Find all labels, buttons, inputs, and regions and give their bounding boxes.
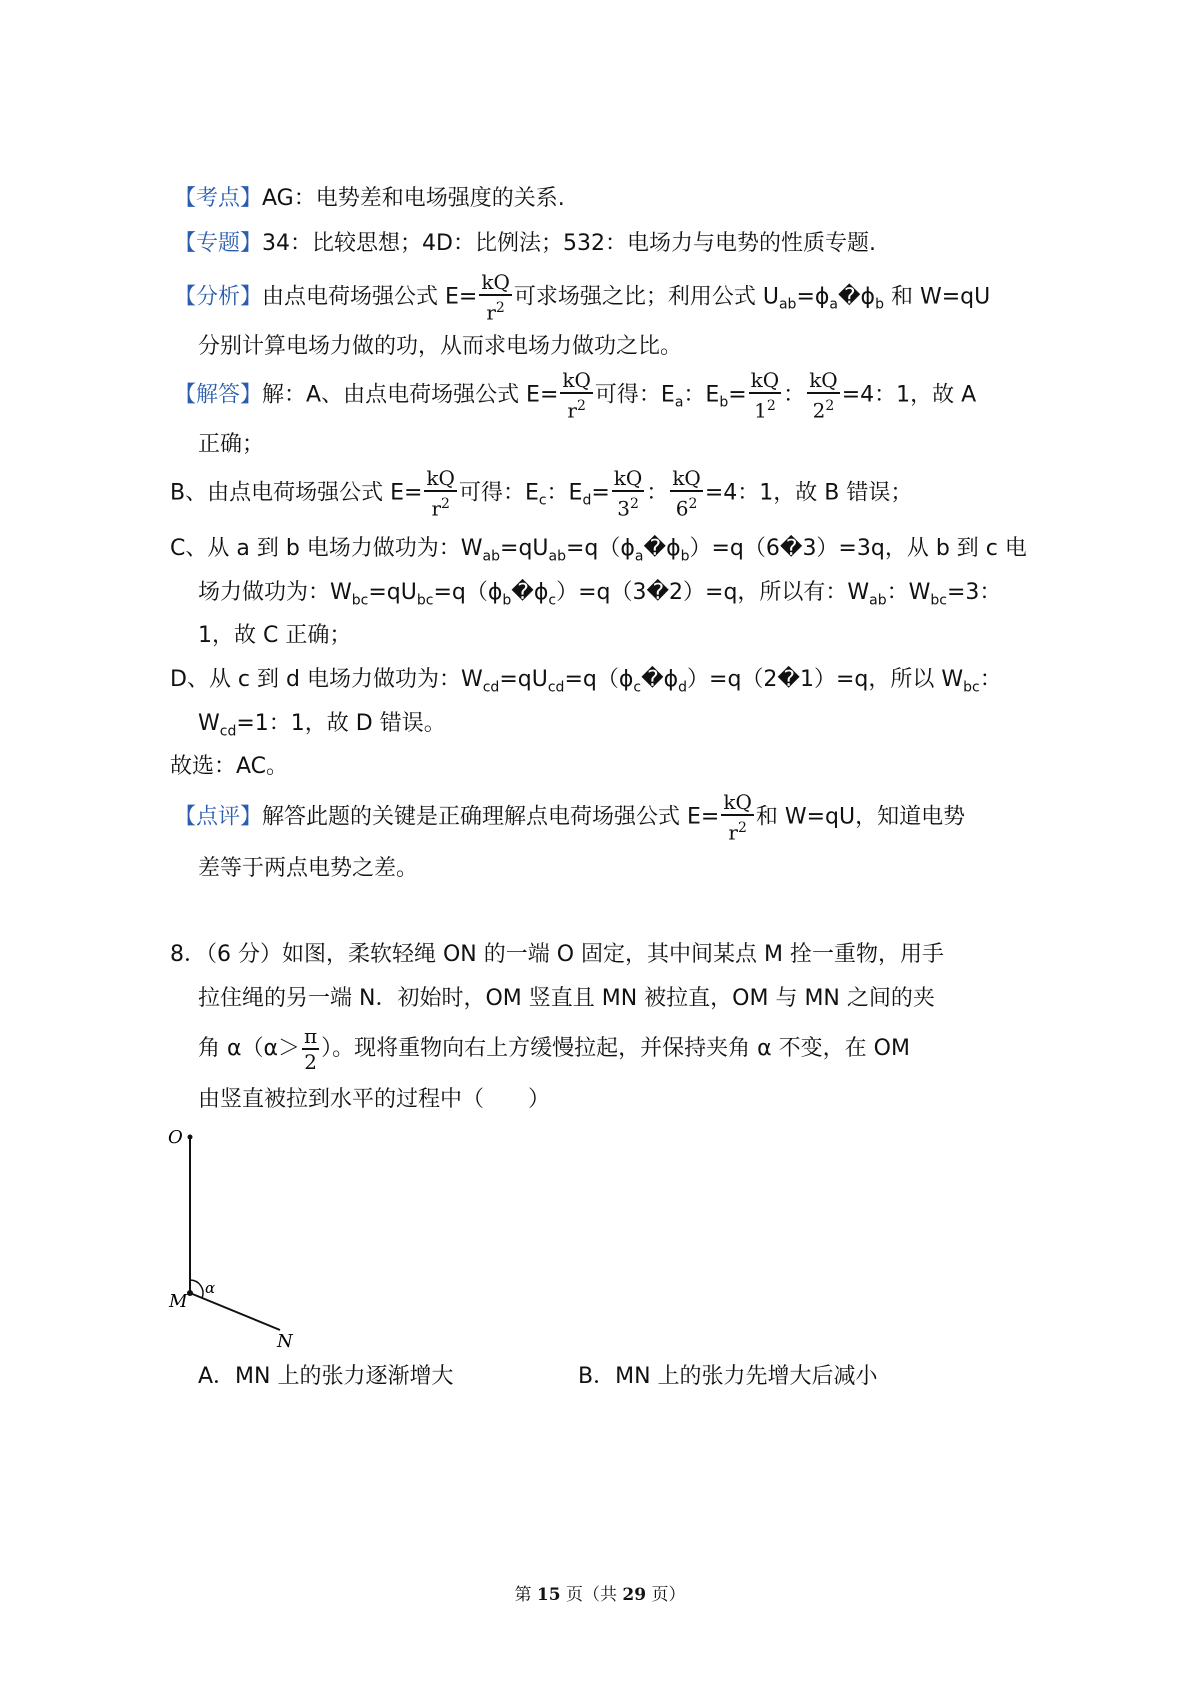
zhuanti-text: 34：比较思想；4D：比例法；532：电场力与电势的性质专题. <box>262 231 876 256</box>
rope-mn <box>190 1293 280 1330</box>
jieda-formula: $\frac{kQ}{r^2}$ <box>562 368 591 423</box>
page-footer: 第 15 页（共 29 页） <box>514 1585 686 1605</box>
option-b: B．MN 上的张力先增大后减小 <box>578 1364 878 1389</box>
frac-denominator: $r^2$ <box>486 300 505 325</box>
dianping-tag: 【点评】 <box>174 804 263 830</box>
dianping-line2: 差等于两点电势之差。 <box>198 856 419 881</box>
total-pages: 29 <box>622 1585 647 1605</box>
label-n: N <box>277 1331 293 1350</box>
fenxi-formula <box>479 270 512 325</box>
q8-line3: 角 α（α＞ $\frac{\pi}{2}$ ）。现将重物向右上方缓慢拉起，并保持夹角 α 不变，在 OM <box>198 1024 910 1074</box>
c-line1: C、从 a 到 b 电场力做功为：$W_{ab}=qU_{ab}=q(\phi_a�\phi_b)=q(6�3)=3q$，从 b 到 c 电 <box>170 536 1027 565</box>
point-m <box>187 1290 193 1296</box>
q8-line4: 由竖直被拉到水平的过程中（ ） <box>198 1087 551 1112</box>
kaodian-line <box>174 184 565 214</box>
q8-line1: 8．（6 分）如图，柔软轻绳 ON 的一端 O 固定，其中间某点 M 拴一重物，用手 <box>170 942 945 967</box>
c-line3: 1，故 C 正确； <box>198 623 352 648</box>
jieda-line: 【解答】解：A、由点电荷场强公式 E= $\frac{kQ}{r^2}$ 可得：$E_a$：$E_b=$ $\frac{kQ}{1^2}$ ： $\frac{kQ}{2^2}$ =4：1，故 A <box>174 368 977 423</box>
b-frac2: $\frac{kQ}{6^2}$ <box>672 466 701 521</box>
c-line2: 场力做功为：$W_{bc}=qU_{bc}=q(\phi_b�\phi_c)=q(3�2)=q$，所以有：$W_{ab}$：$W_{bc}=3$： <box>198 580 1002 609</box>
b-line: B、由点电荷场强公式 E= $\frac{kQ}{r^2}$ 可得：$E_c$：$E_d=$ $\frac{kQ}{3^2}$ ： $\frac{kQ}{6^2}$ =4：1，故 B 错误； <box>170 466 913 521</box>
kaodian-tag: 【考点】 <box>174 186 263 211</box>
label-o: O <box>168 1127 183 1148</box>
zhuanti-tag: 【专题】 <box>174 231 263 256</box>
guxuan-line: 故选：AC。 <box>170 754 289 779</box>
fenxi-mid: 可求场强之比；利用公式 U <box>513 284 779 310</box>
current-page: 15 <box>536 1585 561 1605</box>
label-m: M <box>169 1291 188 1312</box>
jieda-tag: 【解答】 <box>174 382 263 408</box>
jieda-pre: 解：A、由点电荷场强公式 E= <box>262 382 559 408</box>
b-formula: $\frac{kQ}{r^2}$ <box>426 466 455 521</box>
option-a: A．MN 上的张力逐渐增大 <box>198 1364 454 1389</box>
dianping-line: 【点评】解答此题的关键是正确理解点电荷场强公式 E= $\frac{kQ}{r^2}$ 和 W=qU，知道电势 <box>174 790 966 845</box>
fenxi-pre: 由点电荷场强公式 E= <box>262 284 478 310</box>
jieda-line2: 正确； <box>198 432 265 457</box>
d-line2: $W_{cd}=1$：1，故 D 错误。 <box>198 711 446 740</box>
fenxi-tag: 【分析】 <box>174 284 263 310</box>
fenxi-post: 和 W=qU <box>883 284 991 310</box>
b-frac1: $\frac{kQ}{3^2}$ <box>613 466 643 521</box>
frac-numerator: kQ <box>481 270 510 294</box>
dianping-formula: $\frac{kQ}{r^2}$ <box>723 790 752 845</box>
rope-diagram-figure <box>165 1125 305 1350</box>
point-o <box>188 1135 193 1140</box>
jieda-frac2: $\frac{kQ}{2^2}$ <box>809 368 838 423</box>
zhuanti-line <box>174 229 876 259</box>
q8-line2: 拉住绳的另一端 N．初始时，OM 竖直且 MN 被拉直，OM 与 MN 之间的夹 <box>198 986 935 1011</box>
jieda-frac1: $\frac{kQ}{1^2}$ <box>750 368 780 423</box>
pi-over-2: $\frac{\pi}{2}$ <box>304 1024 318 1074</box>
label-alpha: α <box>205 1279 216 1297</box>
fenxi-line2: 分别计算电场力做的功，从而求电场力做功之比。 <box>198 334 683 359</box>
d-line1: D、从 c 到 d 电场力做功为：$W_{cd}=qU_{cd}=q(\phi_c�\phi_d)=q(2�1)=q$，所以 $W_{bc}$： <box>170 667 1002 696</box>
kaodian-text: AG：电势差和电场强度的关系. <box>262 186 565 211</box>
fenxi-line: 【分析】由点电荷场强公式 E= $\frac{kQ}{r^2}$ 可求场强之比；利用公式 $U_{ab}=\phi_a�\phi_b$ 和 W=qU <box>174 270 991 325</box>
